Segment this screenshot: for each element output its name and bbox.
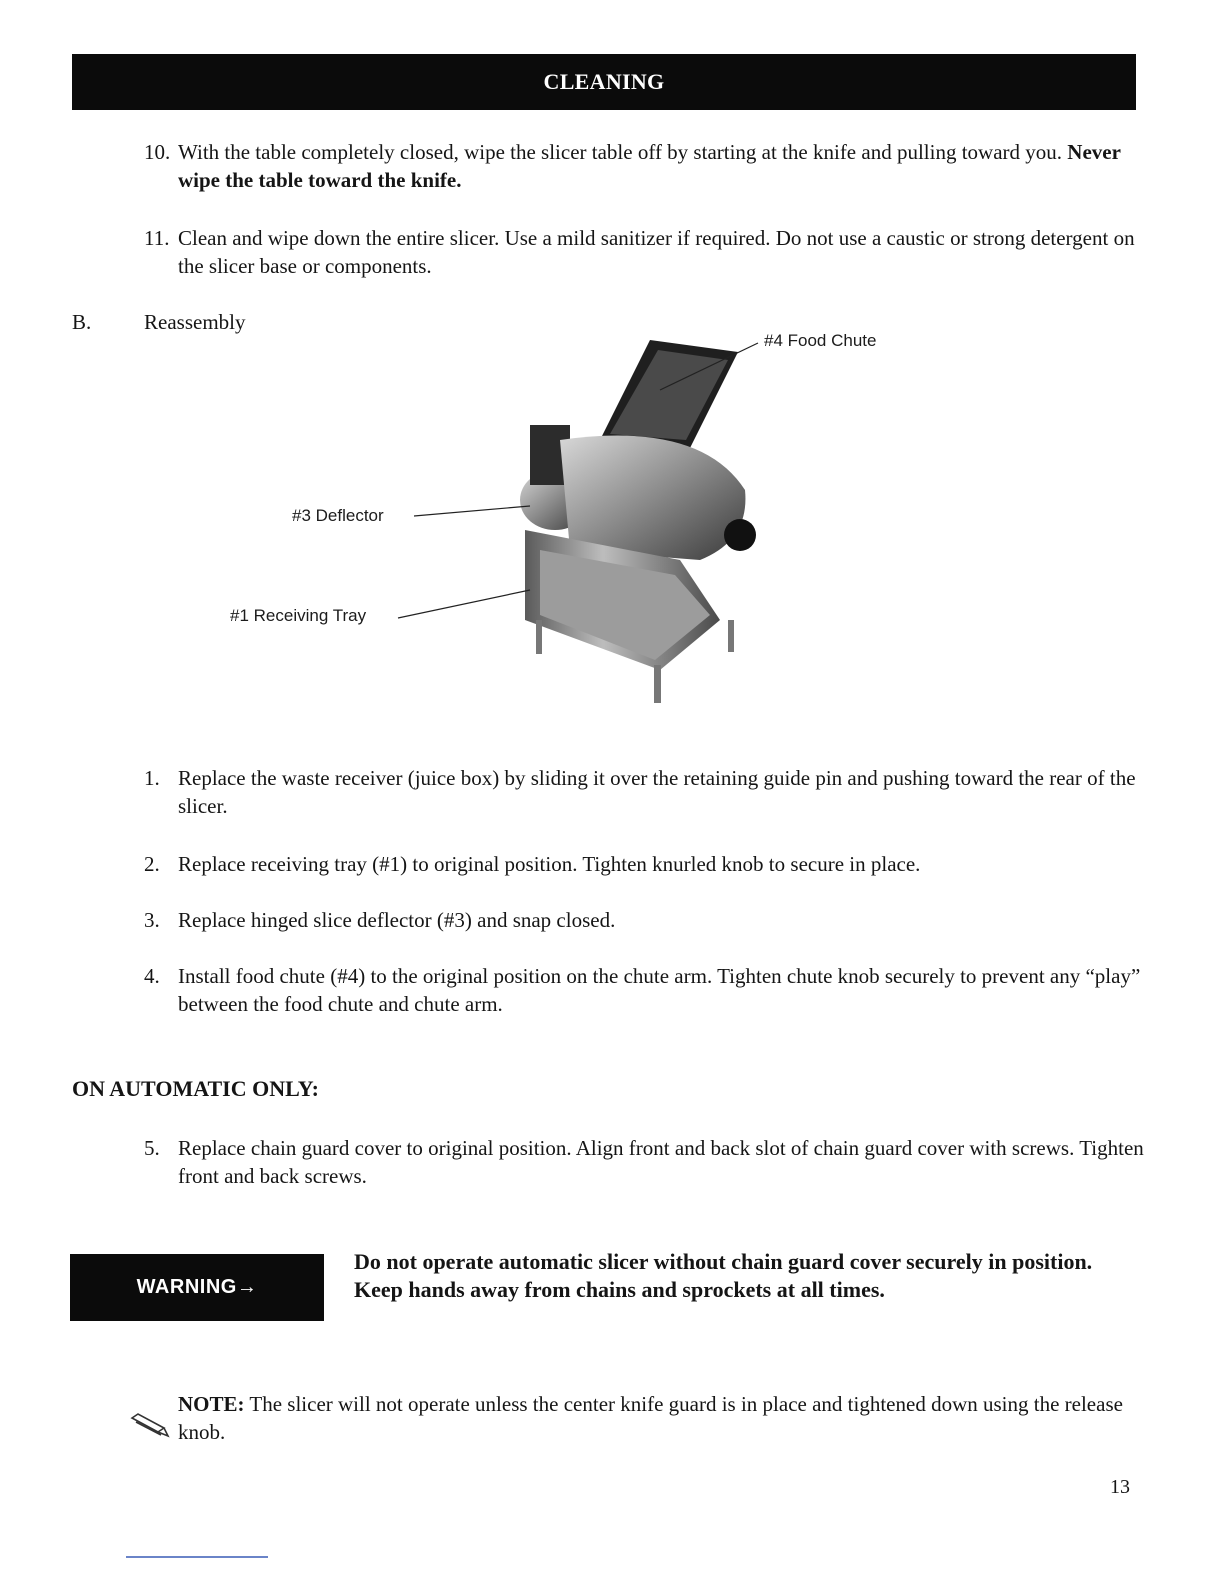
reassembly-step-1 (144, 764, 1144, 820)
automatic-step-5 (144, 1134, 1144, 1190)
step-number: 1. (144, 766, 160, 790)
step-emphasis: Never wipe the table toward the knife. (178, 140, 1121, 192)
section-header-title: CLEANING (543, 69, 665, 94)
step-body: Replace the waste receiver (juice box) by sliding it over the retaining guide pin and pushing toward the rear of the slicer. (178, 766, 1136, 818)
step-number: 5. (144, 1136, 160, 1160)
step-body: With the table completely closed, wipe the slicer table off by starting at the knife and pulling toward you. (178, 140, 1063, 164)
step-body: Replace hinged slice deflector (#3) and snap closed. (178, 908, 616, 932)
step-body: Replace receiving tray (#1) to original position. Tighten knurled knob to secure in place. (178, 852, 921, 876)
step-number: 4. (144, 964, 160, 988)
warning-label: WARNING→ (136, 1276, 258, 1298)
step-number: 11. (144, 226, 170, 250)
pencil-icon (128, 1410, 172, 1440)
step-number: 3. (144, 908, 160, 932)
reassembly-step-2 (144, 850, 1144, 878)
reassembly-step-3 (144, 906, 1144, 934)
step-number: 2. (144, 852, 160, 876)
step-body: Install food chute (#4) to the original position on the chute arm. Tighten chute knob securely to prevent any “play” between the food chute and chute arm. (178, 964, 1141, 1016)
page-number: 13 (1110, 1476, 1130, 1498)
warning-box (70, 1254, 324, 1321)
automatic-only-heading: ON AUTOMATIC ONLY: (72, 1076, 319, 1101)
note-text: The slicer will not operate unless the center knife guard is in place and tightened down using the release knob. (178, 1392, 1123, 1444)
step-body: Clean and wipe down the entire slicer. Use a mild sanitizer if required. Do not use a caustic or strong detergent on the slicer base or components. (178, 226, 1135, 278)
note-label: NOTE: (178, 1392, 245, 1416)
section-letter: B. (72, 310, 92, 334)
warning-text: Do not operate automatic slicer without chain guard cover securely in position. Keep hands away from chains and sprockets at all times. (354, 1249, 1093, 1302)
callout-deflector: #3 Deflector (292, 506, 384, 525)
footer-rule (126, 1556, 268, 1558)
reassembly-step-4 (144, 962, 1144, 1018)
callout-receiving-tray: #1 Receiving Tray (230, 606, 367, 625)
section-title: Reassembly (144, 310, 246, 334)
step-body: Replace chain guard cover to original position. Align front and back slot of chain guard cover with screws. Tighten front and back screws. (178, 1136, 1144, 1188)
step-number: 10. (144, 140, 171, 164)
note-paragraph (178, 1390, 1144, 1446)
callout-food-chute: #4 Food Chute (764, 331, 877, 350)
callout-leader-lines (0, 0, 1224, 720)
